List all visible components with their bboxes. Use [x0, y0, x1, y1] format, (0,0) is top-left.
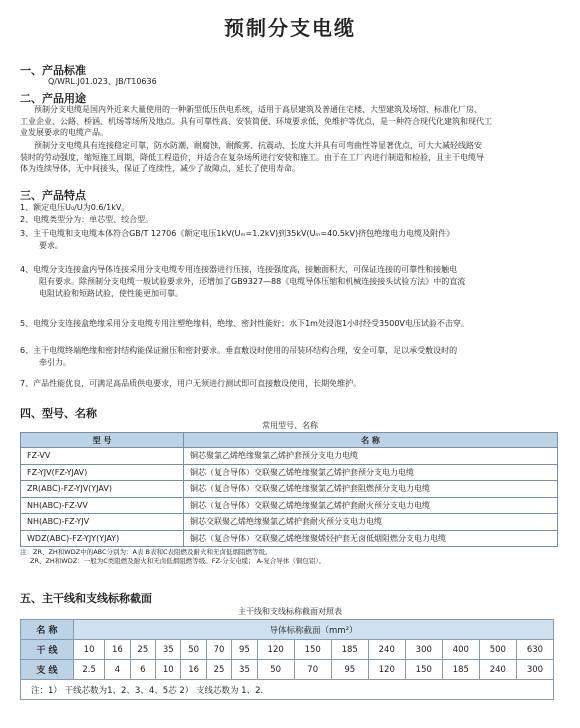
main-value-cell: 16: [105, 640, 130, 660]
table-row: [21, 464, 558, 481]
cross-section-header-row: [21, 620, 554, 640]
branch-value-cell: 95: [331, 660, 368, 680]
main-value-cell: 150: [294, 640, 331, 660]
models-note-line1: 注：ZR、ZH和WDZ中的ABC分别为：A表 B表和C表阻燃及耐火和无卤低烟阻燃等级。: [20, 548, 272, 556]
main-value-cell: 630: [516, 640, 553, 660]
main-value-cell: 185: [331, 640, 368, 660]
feature-3-line2: 要求。: [39, 241, 63, 250]
model-cell: FZ-VV: [21, 448, 184, 465]
name-cell: 铜芯（复合导体）交联聚乙烯绝缘聚烯烃护套无卤低烟阻燃分支电力电缆: [184, 530, 558, 547]
branch-line-label: 支 线: [21, 660, 74, 680]
main-line-label: 干 线: [21, 640, 74, 660]
feature-7: 7、产品性能优良，可满足高品质供电要求，用户无须进行测试即可直接敷设使用，长期免维护。: [20, 379, 362, 388]
usage-para1-line3: 业发展要求的电缆产品。: [20, 128, 108, 137]
table-row: [21, 530, 558, 547]
branch-value-cell: 16: [181, 660, 206, 680]
branch-value-cell: 150: [405, 660, 442, 680]
cross-section-table-caption: 主干线和支线标称截面对照表: [238, 607, 342, 616]
section-features-heading: 三、产品特点: [20, 189, 86, 202]
feature-2: 2、电缆类型分为：单芯型、绞合型。: [20, 215, 154, 224]
usage-para1-line2: 工业企业、公路、桥涵、机场等场所及地点。具有可靠性高、安装简便、环境要求低、免维护等优点，是一种符合现代化建筑和现代工: [20, 116, 492, 126]
standard-text: Q/WRL.J01.023、JB/T10636: [48, 77, 157, 86]
cross-section-note-row: [21, 680, 554, 700]
branch-value-cell: 240: [479, 660, 516, 680]
cross-section-table: [20, 619, 554, 700]
page-title: 预制分支电缆: [224, 16, 356, 40]
branch-value-cell: 6: [130, 660, 155, 680]
main-line-row: [21, 640, 554, 660]
model-cell: NH(ABC)-FZ-VV: [21, 497, 184, 514]
feature-5: 5、电缆分支连接盒绝缘采用分支电缆专用注塑绝缘料，绝缘、密封性能好；水下1m处浸泡1小时经受3500V电压试验不击穿。: [20, 319, 469, 328]
feature-4-line2: 阻有要求。除预制分支电缆一般试验要求外，还增加了GB9327—88《电缆导体压缩和机械连接接头试验方法》中的直流: [39, 277, 466, 286]
branch-value-cell: 25: [206, 660, 231, 680]
feature-3-line1: 3、主干电缆和支电缆本体符合GB/T 12706《额定电压1kV(Uₘ=1.2kV)到35kV(Uₘ=40.5kV)挤包绝缘电力电缆及附件》: [20, 229, 455, 238]
name-column-header: 名 称: [184, 433, 558, 448]
table-row: [21, 497, 558, 514]
models-table-header: [21, 433, 558, 448]
branch-value-cell: 4: [105, 660, 130, 680]
model-cell: NH(ABC)-FZ-YJV: [21, 514, 184, 531]
models-table-caption: 常用型号、名称: [262, 421, 318, 430]
section-standard-heading: 一、产品标准: [20, 64, 86, 77]
main-value-cell: 500: [479, 640, 516, 660]
branch-value-cell: 300: [516, 660, 553, 680]
model-cell: FZ-YJV(FZ-YJAV): [21, 464, 184, 481]
name-header-cell: 名 称: [21, 620, 74, 640]
feature-4-line3: 电阻试验和短路试验，使性能更加可靠。: [39, 289, 183, 298]
usage-para2-line2: 装时的劳动强度，缩短施工周期，降低工程造价，并适合在复杂场所进行安装和施工。由于在工厂内进行制造和检验，且主干电缆导: [20, 152, 484, 162]
name-cell: 铜芯聚氯乙烯绝缘聚氯乙烯护套预分支电力电缆: [184, 448, 558, 465]
branch-value-cell: 35: [232, 660, 257, 680]
main-value-cell: 400: [442, 640, 479, 660]
table-row: [21, 514, 558, 531]
main-value-cell: 35: [156, 640, 181, 660]
models-note-line2: ZR、ZH和WDZ：一般为C类阻燃及耐火和无卤低烟阻燃等级。FZ-分支电缆； A-复合导体（铜包铝）。: [30, 557, 326, 565]
name-cell: 铜芯（复合导体）交联聚乙烯绝缘聚氯乙烯护套预分支电力电缆: [184, 464, 558, 481]
section-models-heading: 四、型号、名称: [20, 407, 97, 420]
branch-value-cell: 120: [368, 660, 405, 680]
feature-6-line2: 牵引力。: [39, 358, 71, 367]
name-cell: 铜芯（复合导体）交联聚乙烯绝缘聚氯乙烯护套阻燃预分支电力电缆: [184, 481, 558, 498]
usage-para2-line1: 预制分支电缆具有连接稳定可靠，防水防潮，耐腐蚀，耐酸雾、抗震动、长度大并具有可弯曲性等显著优点，可大大减轻线路安: [34, 141, 482, 150]
main-value-cell: 300: [405, 640, 442, 660]
area-header-cell: 导体标称截面（mm²）: [74, 620, 554, 640]
model-cell: ZR(ABC)-FZ-YJV(YJAV): [21, 481, 184, 498]
section-cross-section-heading: 五、主干线和支线标称截面: [20, 592, 152, 605]
branch-value-cell: 70: [294, 660, 331, 680]
table-row: [21, 481, 558, 498]
name-cell: 铜芯（复合导体）交联聚乙烯绝缘聚氯乙烯护套耐火预分支电力电缆: [184, 497, 558, 514]
model-cell: WDZ(ABC)-FZ-YJY(YJAY): [21, 530, 184, 547]
table-row: [21, 448, 558, 465]
branch-value-cell: 185: [442, 660, 479, 680]
usage-para1-line1: 预制分支电缆是国内外近来大量使用的一种新型低压供电系统，适用于高层建筑及普通住宅楼、大型建筑及场馆、标准化厂房、: [34, 105, 482, 114]
cross-section-note: 注：1） 干线芯数为1、2、3、4、5芯 2） 支线芯数为 1、2.: [21, 680, 554, 700]
name-cell: 铜芯交联聚乙烯绝缘聚氯乙烯护套耐火预分支电力电缆: [184, 514, 558, 531]
main-value-cell: 10: [74, 640, 105, 660]
model-column-header: 型 号: [21, 433, 184, 448]
branch-value-cell: 2.5: [74, 660, 105, 680]
main-value-cell: 95: [232, 640, 257, 660]
feature-4-line1: 4、电缆分支连接盒内导体连接采用分支电缆专用连接器进行压接，连接强度高，接触面积大，可保证连接的可靠性和接触电: [20, 265, 458, 274]
branch-value-cell: 50: [257, 660, 294, 680]
main-value-cell: 70: [206, 640, 231, 660]
section-usage-heading: 二、产品用途: [20, 92, 86, 105]
models-table: [20, 432, 558, 547]
main-value-cell: 120: [257, 640, 294, 660]
usage-para2-line3: 体为连续导体，无中间接头，保证了连续性，减少了故障点，延长了使用寿命。: [20, 164, 300, 173]
feature-1: 1、额定电压U₀/U为0.6/1kV。: [20, 203, 130, 212]
branch-line-row: [21, 660, 554, 680]
main-value-cell: 25: [130, 640, 155, 660]
main-value-cell: 240: [368, 640, 405, 660]
branch-value-cell: 10: [156, 660, 181, 680]
main-value-cell: 50: [181, 640, 206, 660]
feature-6-line1: 6、主干电缆终端绝缘和密封结构能保证耐压和密封要求。垂直敷设时使用的吊装环结构合理，安全可靠，足以承受敷设时的: [20, 346, 458, 355]
